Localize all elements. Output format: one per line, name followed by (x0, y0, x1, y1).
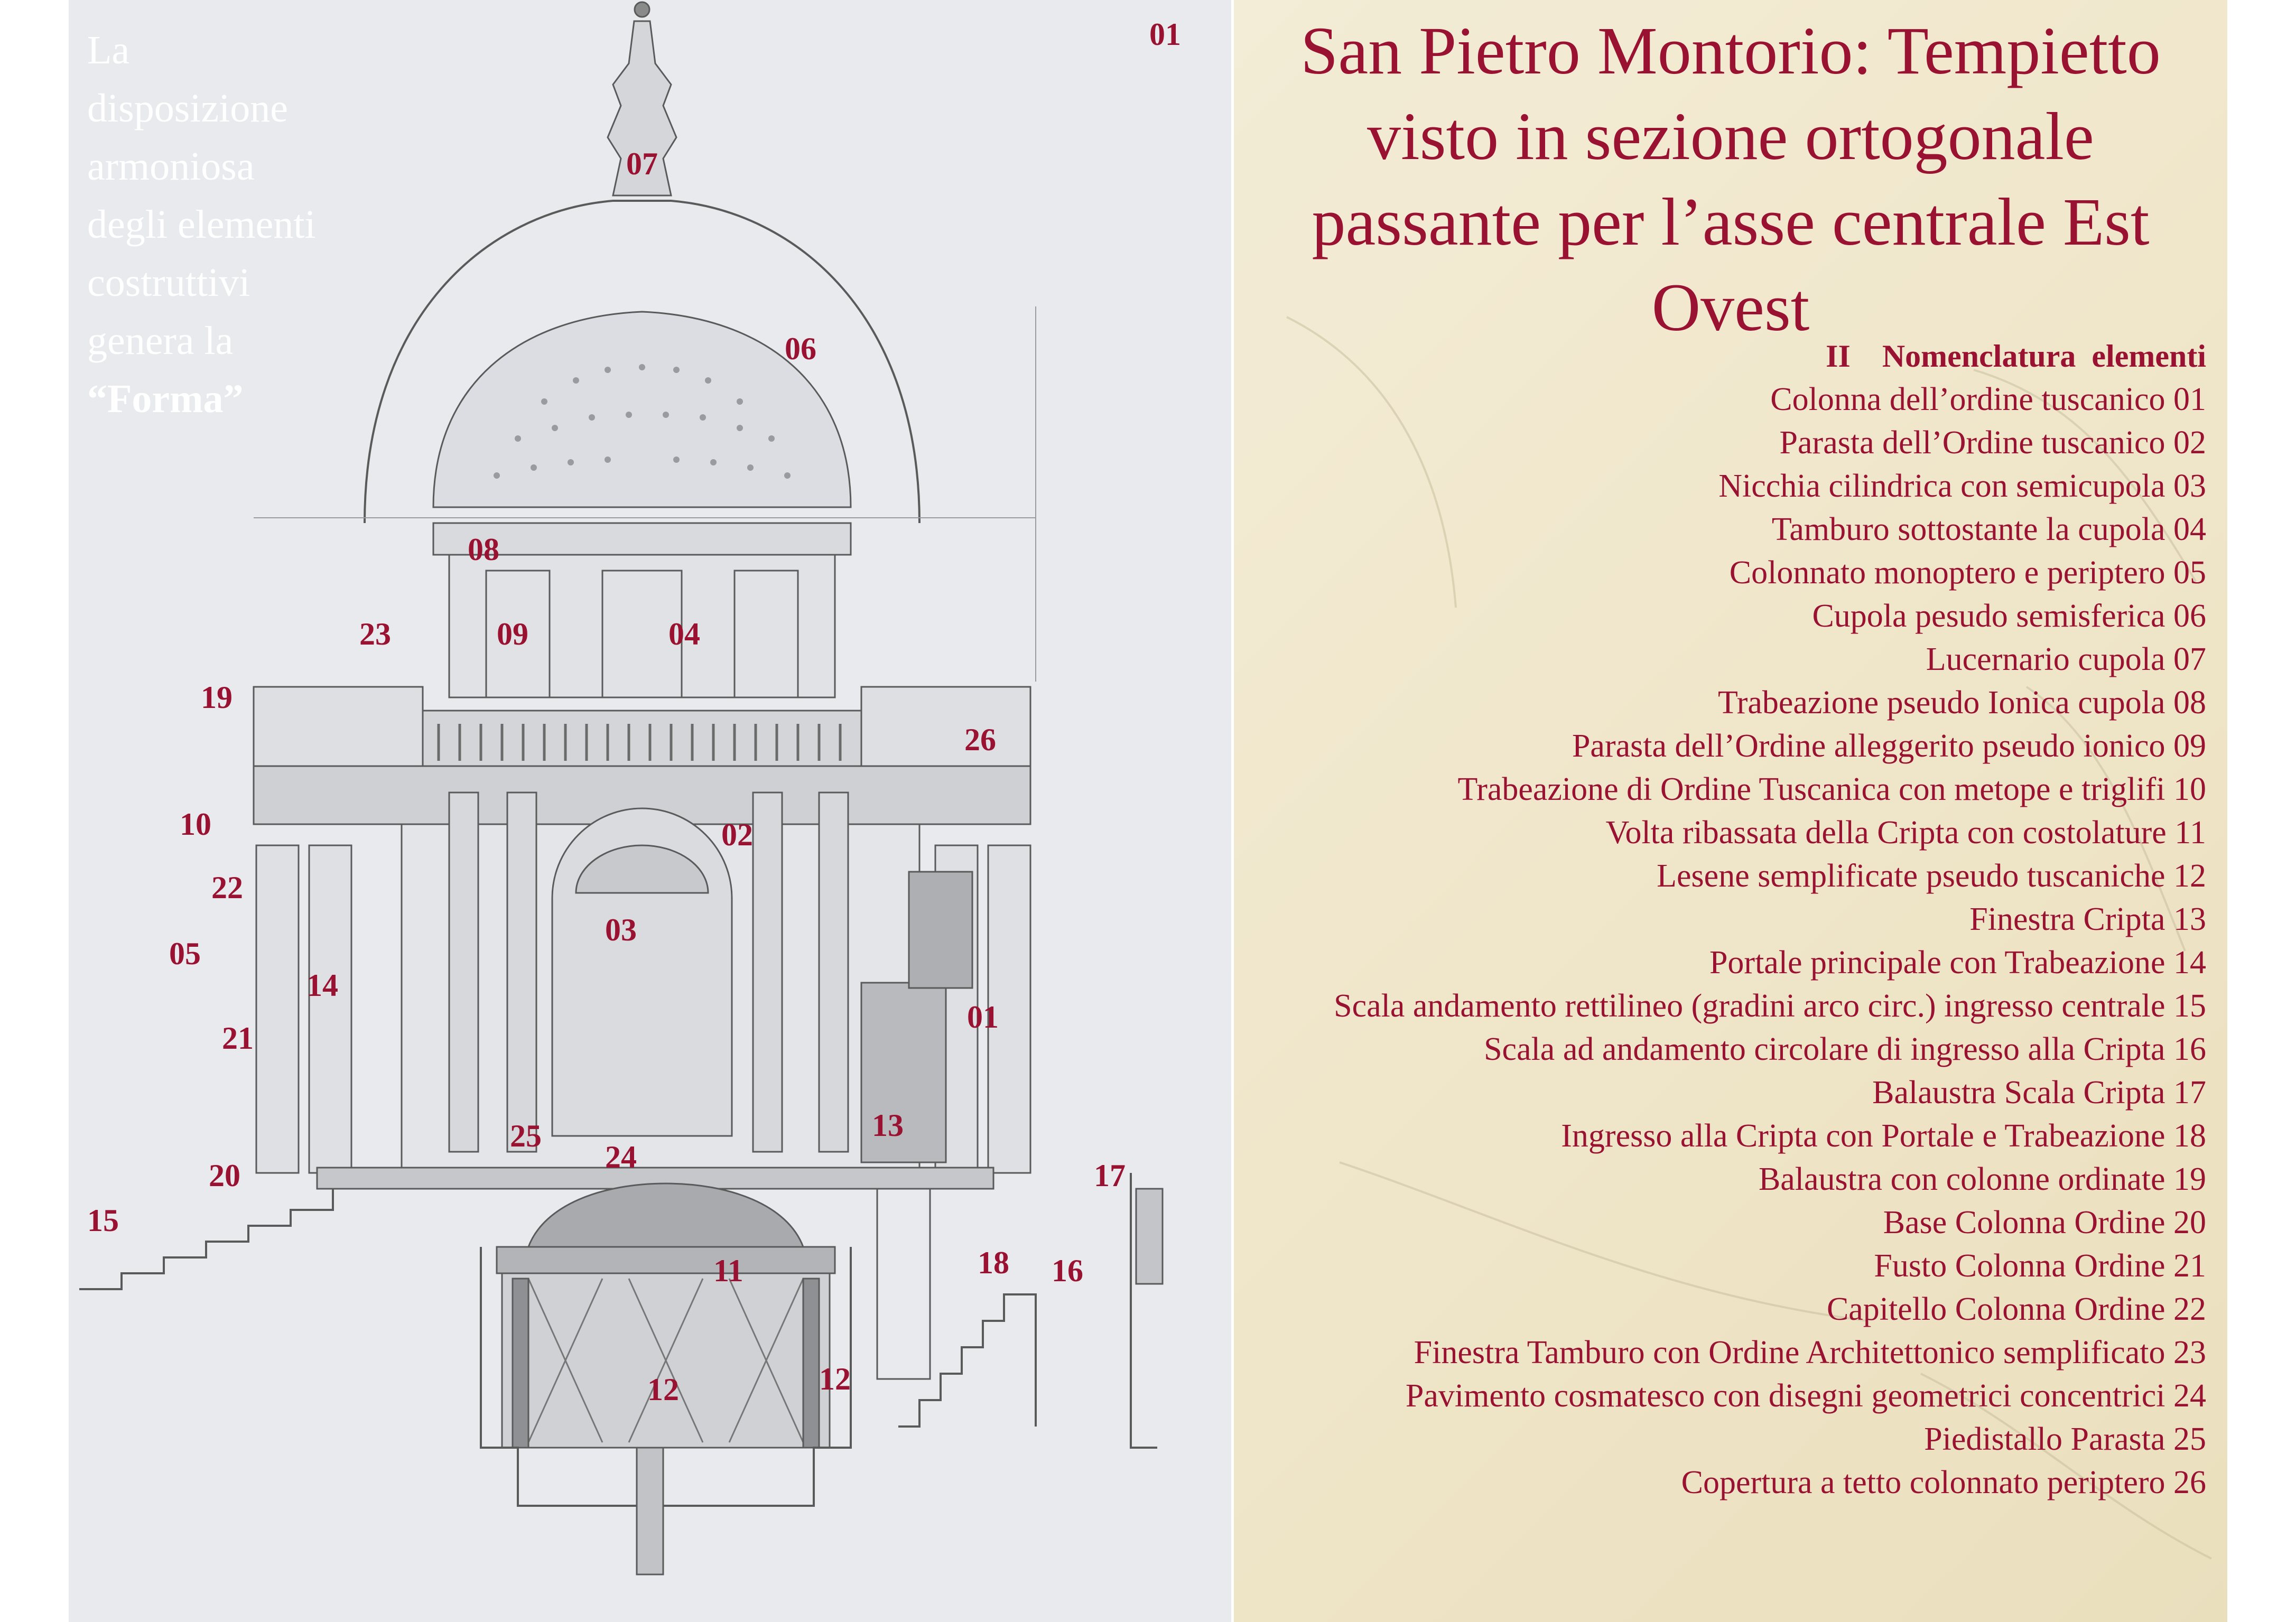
legend-item: Balaustra Scala Cripta 17 (1872, 1075, 2206, 1111)
callout-15: 15 (87, 1203, 119, 1238)
crypt-stair-balustrade-post (1136, 1189, 1163, 1284)
legend-panel (1234, 0, 2227, 1622)
legend-item: Finestra Cripta 13 (1969, 901, 2206, 937)
callout-24: 24 (605, 1140, 637, 1174)
lantern-finial (635, 2, 649, 17)
legend-item: Parasta dell’Ordine alleggerito pseudo ionico 09 (1572, 728, 2206, 764)
intro-line: armoniosa (87, 144, 255, 189)
legend-item: Scala andamento rettilineo (gradini arco circ.) ingresso centrale 15 (1334, 988, 2206, 1024)
intro-line: genera la (87, 319, 234, 363)
legend-item: Fusto Colonna Ordine 21 (1874, 1248, 2206, 1284)
pilaster (449, 793, 478, 1152)
crypt-staircase (898, 1294, 1036, 1427)
crypt-portal (877, 1189, 930, 1379)
legend-heading: II Nomenclatura elementi (1826, 339, 2206, 374)
central-balustrade (423, 711, 861, 769)
title-line: San Pietro Montorio: Tempietto (1300, 13, 2161, 88)
callout-09: 09 (497, 617, 528, 651)
callout-20: 20 (209, 1158, 240, 1193)
crypt-lesene (803, 1279, 819, 1448)
pilaster (507, 793, 536, 1152)
legend-item: Nicchia cilindrica con semicupola 03 (1718, 468, 2206, 504)
legend-item: Finestra Tamburo con Ordine Architettonico semplificato 23 (1414, 1335, 2206, 1371)
callout-13: 13 (872, 1108, 904, 1143)
column (256, 845, 299, 1173)
callout-18: 18 (978, 1245, 1009, 1280)
legend-item: Portale principale con Trabeazione 14 (1709, 945, 2206, 981)
legend-item: Tamburo sottostante la cupola 04 (1771, 511, 2206, 547)
page-title (1234, 8, 2227, 350)
section-drawing-panel (69, 0, 1231, 1622)
intro-line: costruttivi (87, 260, 250, 305)
callout-07: 07 (626, 146, 658, 181)
callout-11: 11 (713, 1253, 743, 1288)
legend-item: Piedistallo Parasta 25 (1924, 1421, 2206, 1457)
intro-line: degli elementi (87, 202, 316, 247)
legend-item: Scala ad andamento circolare di ingresso alla Cripta 16 (1484, 1031, 2206, 1067)
intro-text (87, 21, 404, 428)
callout-01: 01 (1149, 17, 1181, 52)
callout-25: 25 (510, 1118, 542, 1153)
callout-19: 19 (201, 680, 233, 715)
legend-item: Lesene semplificate pseudo tuscaniche 12 (1657, 858, 2206, 894)
callout-17: 17 (1094, 1158, 1126, 1193)
callout-23: 23 (359, 617, 391, 651)
crypt-pedestal (637, 1448, 663, 1574)
legend-item: Colonnato monoptero e periptero 05 (1729, 555, 2206, 591)
legend-item: Lucernario cupola 07 (1926, 641, 2206, 677)
callout-05: 05 (169, 936, 201, 971)
legend-list (1334, 378, 2206, 1504)
title-line: visto in sezione ortogonale (1367, 99, 2094, 174)
callout-08: 08 (468, 532, 499, 567)
callout-06: 06 (785, 331, 816, 366)
column (309, 845, 351, 1173)
legend-item: Base Colonna Ordine 20 (1883, 1205, 2206, 1241)
legend-item: Copertura a tetto colonnato periptero 26 (1681, 1465, 2206, 1500)
legend-item: Pavimento cosmatesco con disegni geometrici concentrici 24 (1405, 1378, 2206, 1414)
callout-14: 14 (306, 968, 338, 1003)
callout-02: 02 (721, 817, 753, 852)
title-line: passante per l’asse centrale Est (1312, 184, 2150, 259)
legend-item: Parasta dell’Ordine tuscanico 02 (1779, 425, 2206, 461)
callout-12: 12 (647, 1372, 679, 1407)
legend-item: Trabeazione di Ordine Tuscanica con metope e triglifi 10 (1457, 771, 2206, 807)
callout-16: 16 (1052, 1253, 1083, 1288)
callout-26: 26 (964, 722, 996, 757)
legend-item: Balaustra con colonne ordinate 19 (1758, 1161, 2206, 1197)
legend-item: Cupola pesudo semisferica 06 (1812, 598, 2206, 634)
callout-21: 21 (222, 1021, 254, 1056)
crypt-entablature (497, 1247, 835, 1273)
balustrade-right (861, 687, 1030, 766)
legend-item: Capitello Colonna Ordine 22 (1826, 1291, 2206, 1327)
pilaster (753, 793, 782, 1152)
intro-line: La (87, 28, 130, 72)
intro-emphasis: “Forma” (87, 377, 244, 421)
pilaster (819, 793, 848, 1152)
balustrade-left (254, 687, 423, 766)
callout-01: 01 (967, 1000, 999, 1034)
legend-item: Ingresso alla Cripta con Portale e Trabeazione 18 (1561, 1118, 2206, 1154)
callout-22: 22 (211, 870, 243, 905)
relief-panel (909, 872, 972, 988)
legend-item: Volta ribassata della Cripta con costolature 11 (1605, 815, 2206, 851)
legend-item: Colonna dell’ordine tuscanico 01 (1770, 381, 2206, 417)
intro-line: disposizione (87, 86, 288, 130)
crypt-lesene (513, 1279, 528, 1448)
title-line: Ovest (1651, 270, 1810, 345)
crypt-vault (528, 1183, 803, 1247)
callout-10: 10 (180, 807, 211, 842)
callout-04: 04 (668, 617, 700, 651)
callout-03: 03 (605, 912, 637, 947)
legend-item: Trabeazione pseudo Ionica cupola 08 (1718, 685, 2206, 721)
callout-12: 12 (819, 1362, 851, 1396)
